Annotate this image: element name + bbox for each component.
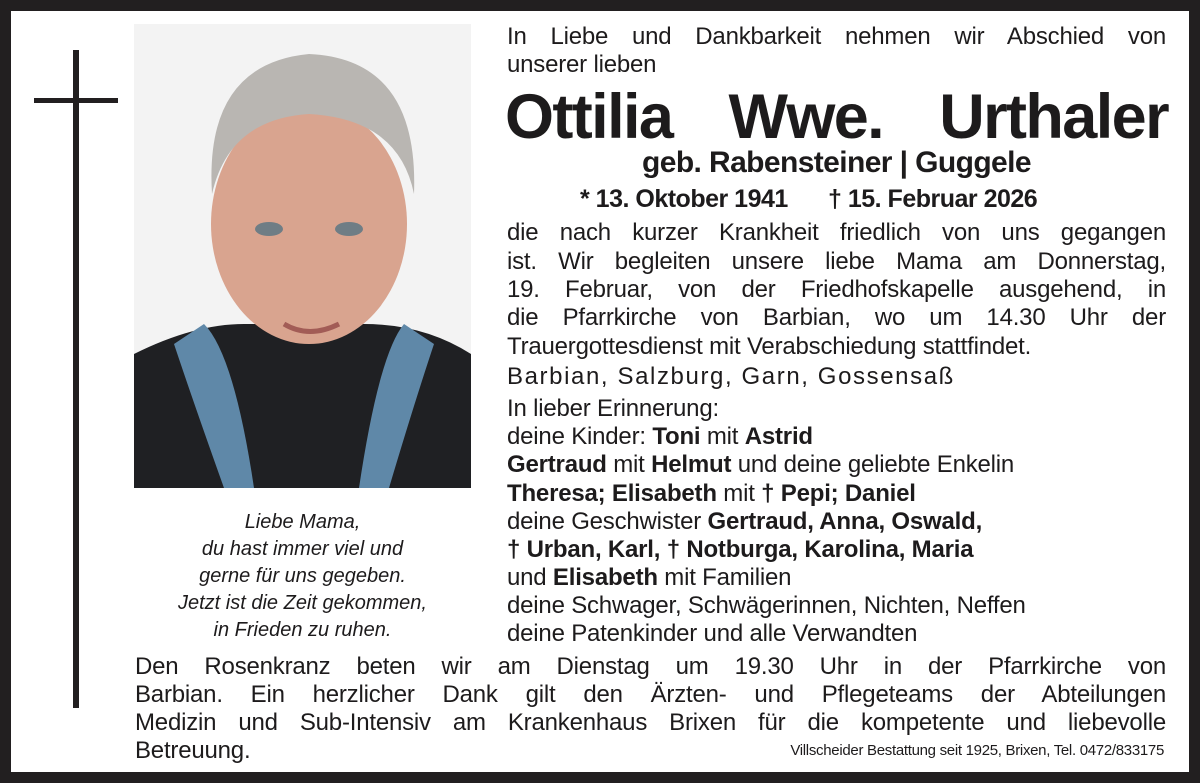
body-line: Trauergottesdienst mit Verabschiedung stattfindet. <box>507 333 1032 360</box>
closing-line: Betreuung. <box>135 737 251 764</box>
intro-line: unserer lieben <box>507 51 657 78</box>
cross-icon <box>73 50 79 708</box>
mourner-name: Gertraud, Anna, Oswald, <box>707 508 983 535</box>
mourner-name: Astrid <box>744 423 813 450</box>
death-date: † 15. Februar 2026 <box>828 185 1038 213</box>
closing-line: Den Rosenkranz beten wir am Dienstag um 19.30 Uhr in der Pfarrkirche von <box>135 653 1166 680</box>
mourner-text: deine Patenkinder und alle Verwandten <box>507 620 918 647</box>
portrait-photo <box>134 24 471 488</box>
birth-date: * 13. Oktober 1941 <box>580 185 788 213</box>
places-line: Barbian, Salzburg, Garn, Gossensaß <box>507 363 955 390</box>
mourner-name: Elisabeth <box>552 564 658 591</box>
mourner-line <box>507 620 917 648</box>
mourner-text: und deine geliebte Enkelin <box>731 451 1015 478</box>
mourner-name: Gertraud <box>507 451 607 478</box>
mourner-text: deine Schwager, Schwägerinnen, Nichten, Neffen <box>507 592 1026 619</box>
caption-line: Jetzt ist die Zeit gekommen, <box>178 592 427 614</box>
mourner-text: mit <box>606 451 652 478</box>
closing-line: Barbian. Ein herzlicher Dank gilt den Ärzten- und Pflegeteams der Abteilungen <box>135 681 1166 708</box>
cross-icon-bar <box>34 98 118 103</box>
caption-line: gerne für uns gegeben. <box>199 565 406 587</box>
caption-line: du hast immer viel und <box>201 538 404 560</box>
mourner-name: Toni <box>652 423 701 450</box>
body-line: 19. Februar, von der Friedhofskapelle ausgehend, in <box>507 276 1166 303</box>
mourner-line <box>507 564 791 592</box>
mourner-name: † Pepi; Daniel <box>761 480 916 507</box>
deceased-name: Ottilia Wwe. Urthaler <box>505 82 1168 152</box>
mourner-text: mit <box>700 423 745 450</box>
mourner-name: Theresa; Elisabeth <box>507 480 717 507</box>
mourner-text: mit Familien <box>657 564 792 591</box>
caption-line: in Frieden zu ruhen. <box>213 619 392 641</box>
mourner-line <box>507 508 982 536</box>
mourner-text: und <box>507 564 553 591</box>
mourner-name: Helmut <box>651 451 732 478</box>
mourner-text: deine Geschwister <box>507 508 708 535</box>
caption-line: Liebe Mama, <box>244 511 361 533</box>
mourner-line <box>507 592 1026 620</box>
closing-line: Medizin und Sub-Intensiv am Krankenhaus Brixen für die kompetente und liebevolle <box>135 709 1166 736</box>
intro-line: In Liebe und Dankbarkeit nehmen wir Abschied von <box>507 23 1166 50</box>
body-line: ist. Wir begleiten unsere liebe Mama am Donnerstag, <box>507 248 1166 275</box>
mourner-name: † Urban, Karl, † Notburga, Karolina, Maria <box>507 536 974 563</box>
mourner-text: mit <box>716 480 762 507</box>
mourner-line <box>507 480 916 508</box>
memory-heading: In lieber Erinnerung: <box>507 395 719 422</box>
mourner-text: deine Kinder: <box>507 423 653 450</box>
funeral-home-credit: Villscheider Bestattung seit 1925, Brixen, Tel. 0472/833175 <box>790 742 1164 759</box>
body-line: die nach kurzer Krankheit friedlich von uns gegangen <box>507 219 1166 246</box>
body-line: die Pfarrkirche von Barbian, wo um 14.30 Uhr der <box>507 304 1166 331</box>
maiden-name: geb. Rabensteiner | Guggele <box>642 146 1031 179</box>
mourner-line <box>507 536 973 564</box>
mourner-line <box>507 423 813 451</box>
mourner-line <box>507 451 1014 479</box>
